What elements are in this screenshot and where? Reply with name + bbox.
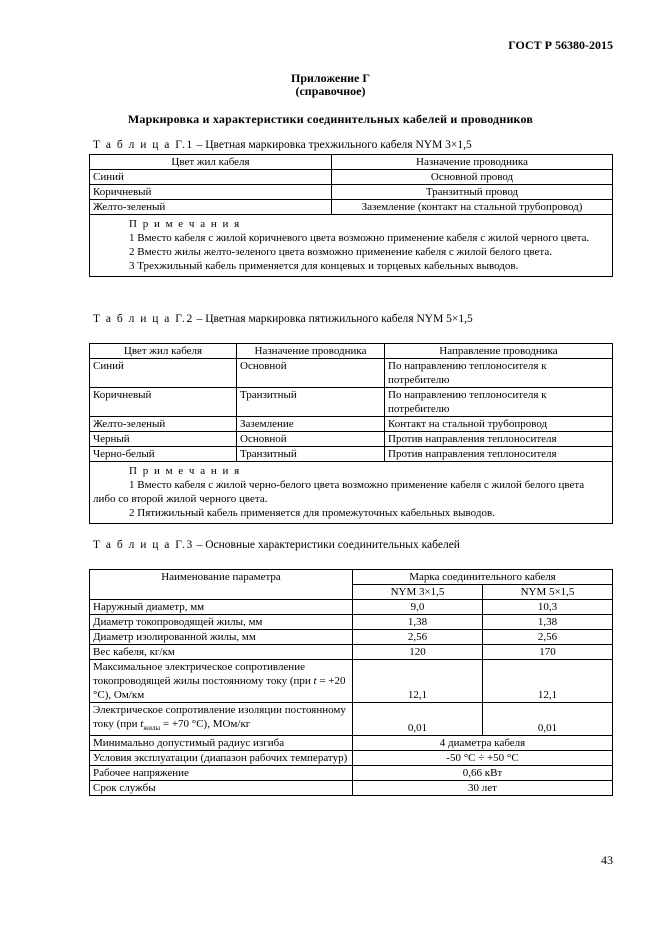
note: 2 Вместо жилы желто-зеленого цвета возможно применение кабеля с жилой белого цвета.: [129, 246, 552, 258]
table-cell: Желто-зеленый: [90, 200, 332, 215]
standard-number: ГОСТ Р 56380-2015: [508, 38, 613, 52]
table3: [89, 569, 613, 796]
table2-caption-text: – Цветная маркировка пятижильного кабеля NYM 5×1,5: [193, 313, 473, 325]
table-cell: Против направления теплоносителя: [385, 447, 613, 462]
table-cell: 120: [353, 645, 483, 660]
table-cell: Коричневый: [90, 185, 332, 200]
table1-caption-text: – Цветная маркировка трехжильного кабеля NYM 3×1,5: [193, 139, 472, 151]
table-cell: 10,3: [483, 600, 613, 615]
table-row: [90, 388, 613, 417]
table-cell: 0,66 кВт: [353, 766, 613, 781]
table-cell: Коричневый: [90, 388, 237, 417]
table-row: [90, 751, 613, 766]
table-cell: Желто-зеленый: [90, 417, 237, 432]
resistance-text-end: = +20 °С), Ом/км: [93, 675, 346, 701]
table-cell: Синий: [90, 170, 332, 185]
notes-heading: П р и м е ч а н и я: [129, 218, 241, 230]
table-cell: Черно-белый: [90, 447, 237, 462]
table2: [89, 343, 613, 524]
table-cell: Наружный диаметр, мм: [90, 600, 353, 615]
table-cell: Синий: [90, 359, 237, 388]
table2-notes: [90, 462, 613, 524]
table-row: [90, 766, 613, 781]
page-number: 43: [601, 853, 613, 867]
table1-caption: [93, 139, 472, 151]
table-row: [90, 703, 613, 736]
table-cell: 4 диаметра кабеля: [353, 736, 613, 751]
table-row: [90, 447, 613, 462]
table-cell: 2,56: [483, 630, 613, 645]
temperature-symbol: t: [313, 675, 317, 687]
table-cell: 2,56: [353, 630, 483, 645]
table-cell: Транзитный провод: [332, 185, 613, 200]
table-row: [90, 200, 613, 215]
table-row: [90, 660, 613, 703]
table-row: [90, 615, 613, 630]
table2-notes-row: [90, 462, 613, 524]
table-cell: Основной: [237, 432, 385, 447]
table-row: [90, 432, 613, 447]
table-row: [90, 645, 613, 660]
note: 3 Трехжильный кабель применяется для концевых и торцевых кабельных выводов.: [129, 260, 519, 272]
table1-caption-prefix: Т а б л и ц а Г.1: [93, 139, 194, 151]
table1-header-cell: Назначение проводника: [332, 155, 613, 170]
insulation-text: Электрическое сопротивление изоляции постоянному току (при: [93, 704, 346, 730]
table1: [89, 154, 613, 277]
table-row: [90, 781, 613, 796]
table1-header-cell: Цвет жил кабеля: [90, 155, 332, 170]
table2-header-row: [90, 344, 613, 359]
insulation-text-end: = +70 °С), МОм/кг: [160, 718, 251, 730]
table2-caption: [93, 313, 473, 325]
temperature-subscript: жилы: [143, 724, 161, 733]
table-cell: Диаметр токопроводящей жилы, мм: [90, 615, 353, 630]
table2-caption-prefix: Т а б л и ц а Г.2: [93, 313, 194, 325]
appendix-subtitle: (справочное): [295, 84, 366, 98]
table1-notes: [90, 215, 613, 277]
temperature-symbol: t: [140, 718, 144, 730]
table3-header-param: Наименование параметра: [90, 570, 353, 600]
table-cell: 30 лет: [353, 781, 613, 796]
notes-heading: П р и м е ч а н и я: [129, 465, 241, 477]
table-cell: 1,38: [353, 615, 483, 630]
table-cell: Срок службы: [90, 781, 353, 796]
table3-brand-cell: NYM 5×1,5: [483, 585, 613, 600]
table-cell: Заземление (контакт на стальной трубопровод): [332, 200, 613, 215]
table3-caption-text: – Основные характеристики соединительных кабелей: [193, 539, 460, 551]
table-row: [90, 185, 613, 200]
table3-brand-cell: NYM 3×1,5: [353, 585, 483, 600]
table-cell: 170: [483, 645, 613, 660]
table-cell: 0,01: [483, 703, 613, 736]
table1-header-row: [90, 155, 613, 170]
table-cell-resistance: [90, 660, 353, 703]
table-cell: 9,0: [353, 600, 483, 615]
table-cell: Основной: [237, 359, 385, 388]
table-cell: Рабочее напряжение: [90, 766, 353, 781]
table-cell: По направлению теплоносителя к потребителю: [385, 359, 613, 388]
table-cell: По направлению теплоносителя к потребителю: [385, 388, 613, 417]
table-cell: Черный: [90, 432, 237, 447]
appendix-title: Приложение Г: [290, 71, 370, 85]
table-cell: Против направления теплоносителя: [385, 432, 613, 447]
table3-caption-prefix: Т а б л и ц а Г.3: [93, 539, 194, 551]
table3-caption: [93, 539, 460, 551]
note: 1 Вместо кабеля с жилой черно-белого цвета возможно применение кабеля с жилой белого цвета либо со второй жилой черного цвета.: [93, 479, 585, 505]
table1-notes-row: [90, 215, 613, 277]
table-cell: Заземление: [237, 417, 385, 432]
table-row: [90, 359, 613, 388]
table-row: [90, 600, 613, 615]
appendix-heading: [0, 72, 661, 98]
table-row: [90, 630, 613, 645]
note: 1 Вместо кабеля с жилой коричневого цвета возможно применение кабеля с жилой черного цвета.: [129, 232, 590, 244]
table-cell: 12,1: [483, 660, 613, 703]
table-cell: Минимально допустимый радиус изгиба: [90, 736, 353, 751]
table-cell-insulation: [90, 703, 353, 736]
table2-header-cell: Цвет жил кабеля: [90, 344, 237, 359]
table-row: [90, 170, 613, 185]
table-cell: 1,38: [483, 615, 613, 630]
table-row: [90, 736, 613, 751]
table3-header-row: [90, 570, 613, 585]
table-cell: Вес кабеля, кг/км: [90, 645, 353, 660]
table-cell: Транзитный: [237, 388, 385, 417]
table-cell: Контакт на стальной трубопровод: [385, 417, 613, 432]
table-cell: 0,01: [353, 703, 483, 736]
table2-header-cell: Направление проводника: [385, 344, 613, 359]
table-cell: Основной провод: [332, 170, 613, 185]
note: 2 Пятижильный кабель применяется для промежуточных кабельных выводов.: [129, 507, 495, 519]
table-cell: -50 °С ÷ +50 °С: [353, 751, 613, 766]
table2-header-cell: Назначение проводника: [237, 344, 385, 359]
table-cell: Диаметр изолированной жилы, мм: [90, 630, 353, 645]
table-cell: Транзитный: [237, 447, 385, 462]
table-cell: 12,1: [353, 660, 483, 703]
table-row: [90, 417, 613, 432]
resistance-text: Максимальное электрическое сопротивление токопроводящей жилы постоянному току (при: [93, 661, 314, 687]
table3-header-brand: Марка соединительного кабеля: [353, 570, 613, 585]
main-title: Маркировка и характеристики соединительных кабелей и проводников: [127, 112, 534, 126]
table-cell: Условия эксплуатации (диапазон рабочих температур): [90, 751, 353, 766]
